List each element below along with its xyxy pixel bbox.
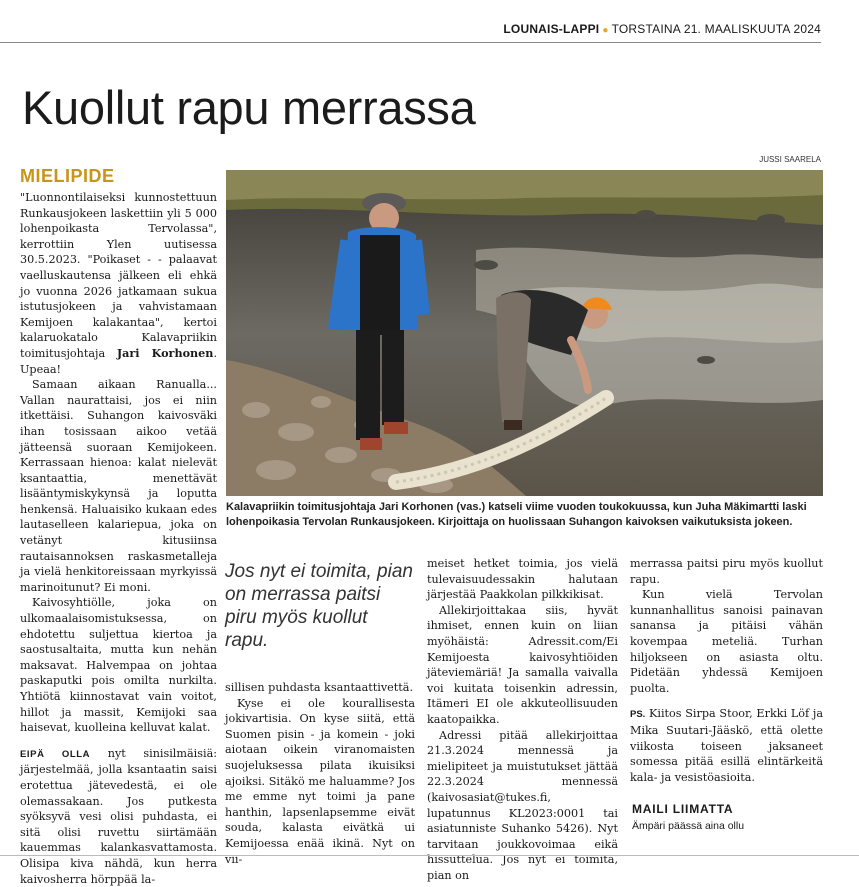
paragraph: Kun vielä Tervolan kunnanhallitus sanoisi painavan sanansa ja pitäisi vähän kovempaa meteliä. Turhan hiljokseen on asiasta oltu. Pidetään yhdessä Kemijoen puolta. [630, 588, 823, 695]
pull-quote: Jos nyt ei toimita, pian on merrassa paitsi piru myös kuollut rapu. [225, 561, 413, 651]
section-kicker: MIELIPIDE [20, 166, 115, 186]
paragraph: meiset hetket toimia, jos vielä tulevaisuudessakin halutaan järjestää Paakkolan pilkkikisat. [427, 557, 618, 602]
separator-dot-icon: ● [602, 25, 609, 36]
postscript [630, 706, 823, 785]
lead-in: EIPÄ OLLA [20, 748, 91, 760]
paragraph-text: "Luonnontilaiseksi kunnostettuun Runkausjokeen laskettiin yli 5 000 lohenpoikasta Tervolassa", kerrottiin Ylen uutisessa 30.5.2023. "Poikaset - - palaavat vaelluskautensa jälkeen eli ehkä jo vuonna 2026 jatkamaan sukua istutusjokeen ja vahvistamaan Kemijoen kalakantaa", kertoi kalaruokatalo Kalavapriikin toimitusjohtaja [20, 191, 217, 360]
paragraph-text: . Upeaa! [20, 346, 217, 376]
issue-date: TORSTAINA 21. MAALISKUUTA 2024 [611, 22, 821, 36]
paragraph [20, 190, 217, 377]
article-column-4 [630, 556, 823, 785]
author-name: MAILI LIIMATTA [632, 802, 734, 816]
section-name: LOUNAIS-LAPPI [503, 22, 600, 36]
paragraph: Kyse ei ole kourallisesta jokivartisia. On kyse siitä, että Suomen pisin - ja komein - joki aiotaan oikein viranomaisten suojeluksessa pilata ikuisiksi ajoiksi. Sitäkö me haluamme? Jos me emme nyt toimi ja pane hanthin, lapsenlapsemme eivät souda, kalasta eivätkä ui Kemijoessa enää ikinä. Nyt on vii- [225, 696, 415, 866]
paragraph: Adressi pitää allekirjoittaa 21.3.2024 mennessä ja mielipiteet ja muistutukset jättää 22.3.2024 mennessä (kaivosasiat@tukes.fi, lupatunnus KL2023:0001 tai asiatunniste Suhanko 5426). Nyt tarvitaan joukkovoimaa eikä hissuttelua. Jos nyt ei toimita, pian on [427, 728, 618, 882]
paragraph: sillisen puhdasta ksantaattivettä. [225, 681, 414, 694]
photo-credit: JUSSI SAARELA [759, 155, 821, 164]
article-column-1 [20, 190, 217, 887]
paragraph-text: Kiitos Sirpa Stoor, Erkki Löf ja Mika Suutari-Jääskö, että olette viikosta toiseen jaksaneet somessa pitää esillä elintärkeitä kala- ja vesistöasioita. [630, 707, 823, 784]
masthead [503, 22, 821, 36]
photo-caption: Kalavapriikin toimitusjohtaja Jari Korhonen (vas.) katseli viime vuoden toukokuussa, kun Juha Mäkimartti laski lohenpoikasia Tervolan Runkausjokeen. Kirjoittaja on huolissaan Suhangon kaivoksen vaikutuksista jokeen. [226, 501, 807, 528]
paragraph: Samaan aikaan Ranualla... Vallan naurattaisi, jos ei niin itkettäisi. Suhangon kaivosväki ihan tosissaan aikoo vetää jätteensä suoraan Kemijokeen. Kerrassaan hienoa: kalat nielevät ksantaattia, menettävät lisääntymiskykynsä ja loputta henkensä. Haluaisiko kukaan edes lautaselleen kalariepua, joka on vetänyt kitusiinsa rautaisannoksen raskasmetalleja ja vielä henkitoreissaan myrkyissä marinoitunut? Ei moni. [20, 378, 217, 594]
article-photo [226, 170, 823, 496]
person-name: Jari Korhonen [116, 345, 214, 360]
ps-lead: PS. [630, 709, 646, 721]
river-scene-image [226, 170, 823, 496]
article-column-3 [427, 556, 618, 883]
footer-rule [0, 855, 859, 856]
headline: Kuollut rapu merrassa [22, 81, 476, 134]
paragraph: merrassa paitsi piru myös kuollut rapu. [630, 557, 823, 586]
article-column-2 [225, 680, 415, 867]
author-tagline: Ämpäri päässä aina ollu [632, 820, 745, 832]
paragraph-text: nyt sinisilmäisiä: järjestelmää, jolla ksantaatin saisi erotettua jätevedestä, ei ole olemassakaan. Jos putkesta syöksyvä vesi olisi puhdasta, ei sitä olisi ruvettu siirtämään kauemmas kalankasvattamosta. Olisipa kiva nähdä, kun herra kaivosherra hörppää la- [20, 746, 218, 886]
paragraph: Allekirjoittakaa siis, hyvät ihmiset, ennen kuin on liian myöhäistä: Adressit.com/Ei Kemijoesta kaivosyhtiöiden jäteviemäriä! Ja samalla vaivalla voi kuitata toisenkin adressin, Itämeri EI ole akkuteollisuuden kaatopaikka. [427, 603, 618, 726]
paragraph [20, 746, 217, 887]
paragraph: Kaivosyhtiölle, joka on ulkomaalaisomistuksessa, on ehdotettu suljettua kiertoa ja saostusaltaita, mutta kun nehän maksavat. Halvempaa on johtaa paskaputki pois omilta nurkilta. Yhtiötä kiinnostavat vain voitot, hillot ja massit, Kemijoki saa haisevat, kuolleina kelluvat kalat. [20, 596, 217, 735]
